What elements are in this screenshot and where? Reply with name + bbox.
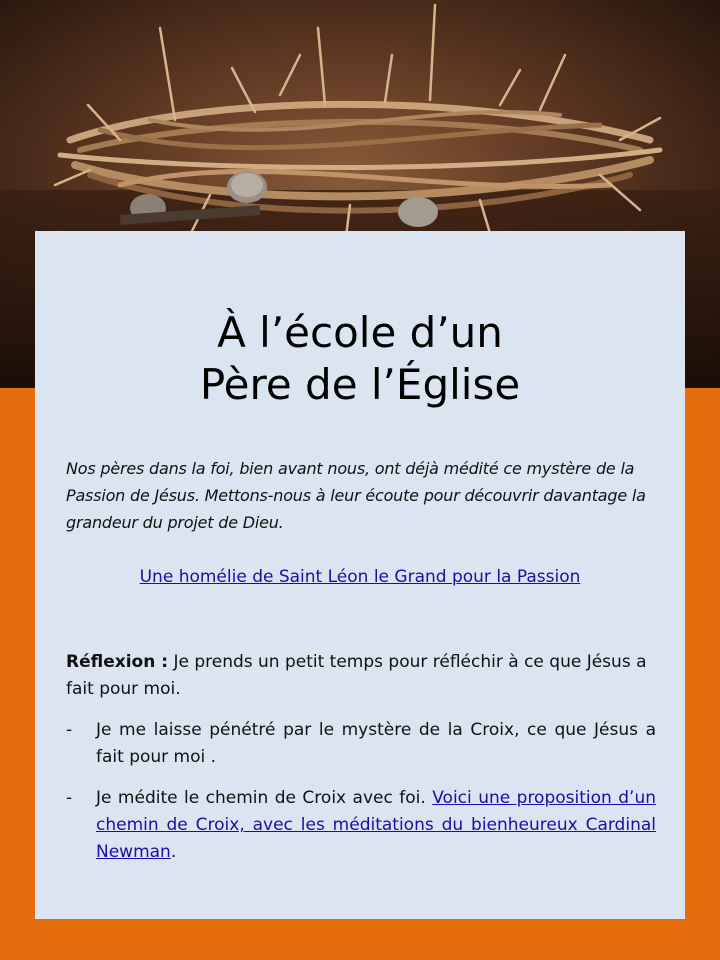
reflexion-paragraph bbox=[66, 649, 656, 703]
bullet-end: . bbox=[170, 842, 177, 862]
homily-link-container bbox=[35, 565, 685, 589]
homily-link[interactable]: Une homélie de Saint Léon le Grand pour la Passion bbox=[139, 567, 581, 587]
content-card bbox=[35, 231, 685, 919]
intro-paragraph: Nos pères dans la foi, bien avant nous, ont déjà médité ce mystère de la Passion de Jésus. Mettons-nous à leur écoute pour découvrir davantage la grandeur du projet de Dieu. bbox=[66, 459, 646, 532]
bullet-text: Je me laisse pénétré par le mystère de la Croix, ce que Jésus a fait pour moi . bbox=[96, 720, 656, 767]
reflexion-label: Réflexion : bbox=[66, 652, 169, 672]
list-item bbox=[66, 717, 656, 771]
bullet-text: Je médite le chemin de Croix avec foi. bbox=[96, 788, 433, 808]
bullet-dash: - bbox=[66, 720, 73, 740]
page-title bbox=[35, 307, 685, 411]
list-item bbox=[66, 785, 656, 866]
chemin-de-croix-link[interactable]: Voici une proposition d’un chemin de Croix, avec les méditations du bienheureux Cardinal Newman bbox=[96, 788, 656, 862]
reflexion-text: Je prends un petit temps pour réfléchir à ce que Jésus a fait pour moi. bbox=[66, 652, 647, 699]
bullet-dash: - bbox=[66, 788, 73, 808]
title-line-1: À l’école d’un bbox=[217, 308, 503, 358]
bullet-list bbox=[66, 717, 656, 880]
title-line-2: Père de l’Église bbox=[199, 360, 521, 410]
